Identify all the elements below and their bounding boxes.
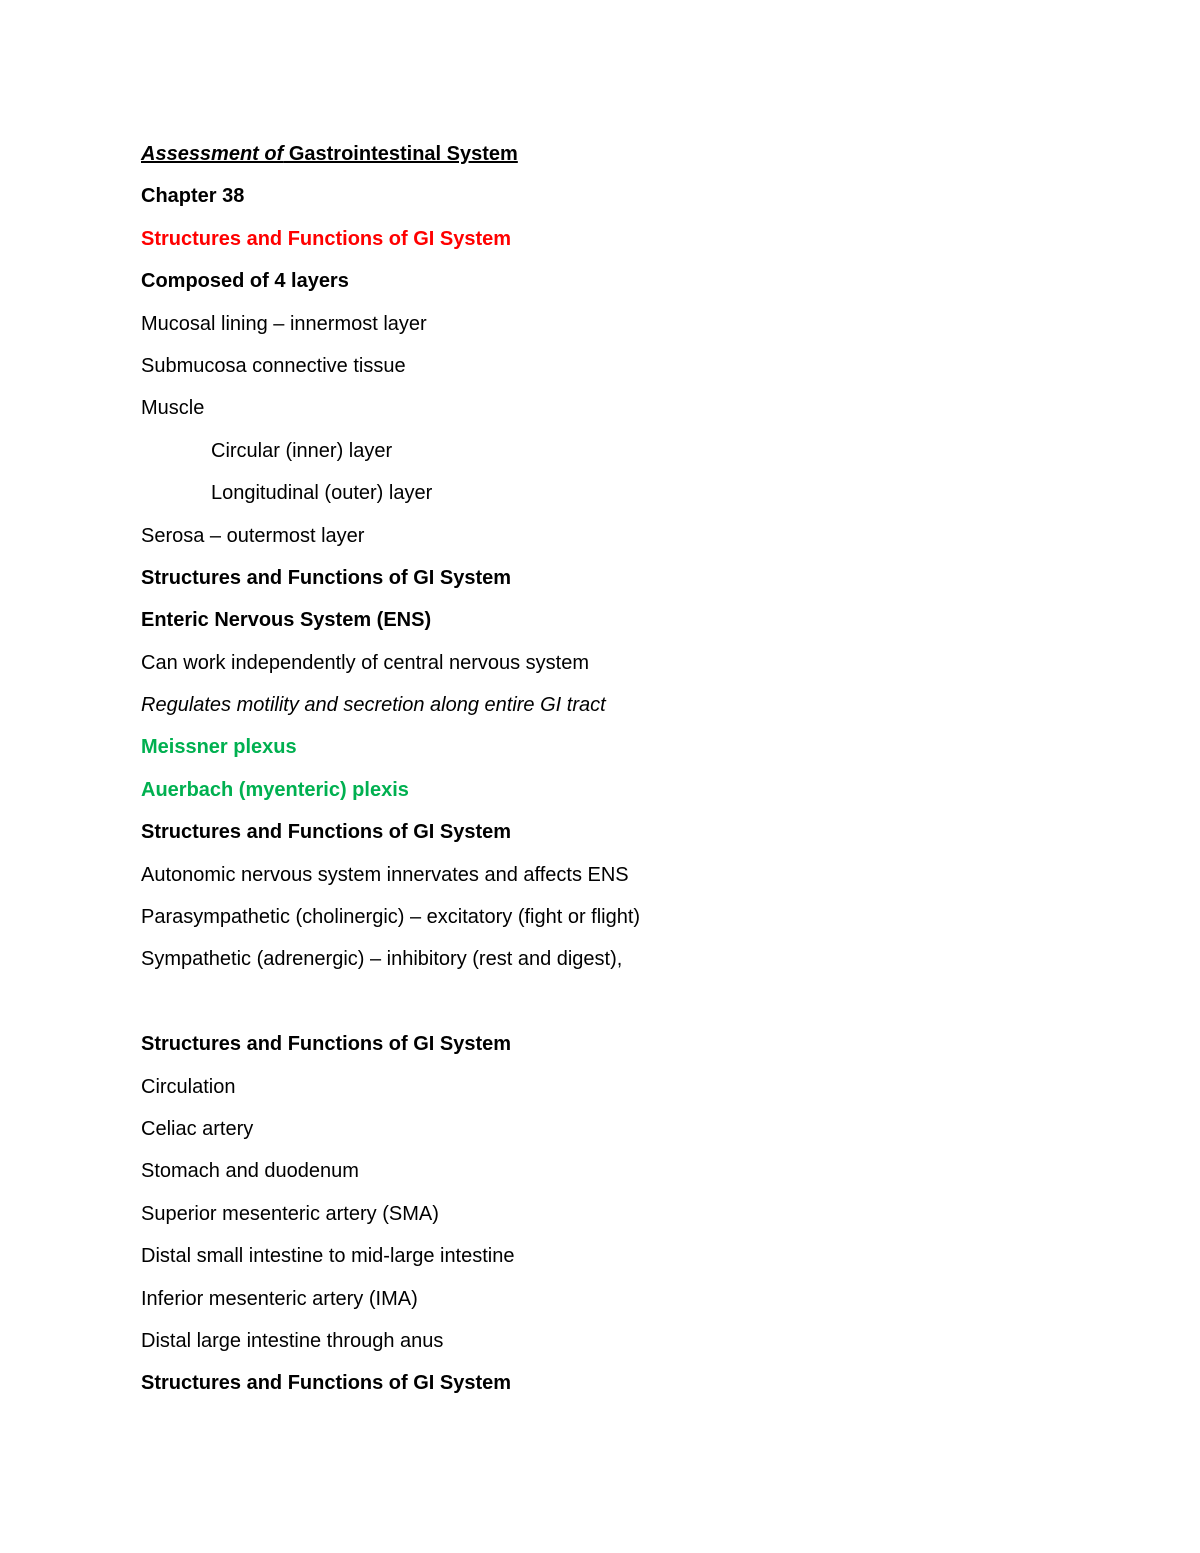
heading-line: Structures and Functions of GI System bbox=[141, 566, 512, 589]
text-line: Serosa – outermost layer bbox=[141, 524, 365, 547]
text-line: Longitudinal (outer) layer bbox=[211, 482, 433, 505]
heading-line: Auerbach (myenteric) plexis bbox=[141, 778, 409, 801]
text-line: Circulation bbox=[141, 1075, 236, 1098]
heading-line: Composed of 4 layers bbox=[141, 270, 349, 293]
title-italic-part: Assessment of bbox=[141, 143, 284, 165]
text-line: Mucosal lining – innermost layer bbox=[141, 312, 427, 335]
heading-line: Chapter 38 bbox=[141, 185, 245, 208]
heading-line: Enteric Nervous System (ENS) bbox=[141, 609, 432, 632]
text-line: Sympathetic (adrenergic) – inhibitory (rest and digest), bbox=[141, 948, 623, 971]
heading-line: Structures and Functions of GI System bbox=[141, 821, 512, 844]
document-lines bbox=[141, 182, 1061, 1411]
heading-line: Structures and Functions of GI System bbox=[141, 1372, 512, 1395]
document-body bbox=[141, 140, 1061, 1412]
text-line: Celiac artery bbox=[141, 1117, 254, 1140]
text-line: Can work independently of central nervous system bbox=[141, 651, 590, 674]
text-line bbox=[141, 988, 1061, 1030]
text-line: Distal large intestine through anus bbox=[141, 1329, 444, 1352]
document-title bbox=[141, 140, 1061, 182]
text-line: Parasympathetic (cholinergic) – excitatory (fight or flight) bbox=[141, 906, 641, 929]
text-line: Autonomic nervous system innervates and affects ENS bbox=[141, 863, 629, 886]
heading-line: Meissner plexus bbox=[141, 736, 297, 759]
text-line: Muscle bbox=[141, 397, 205, 420]
text-line: Stomach and duodenum bbox=[141, 1160, 359, 1183]
text-line: Inferior mesenteric artery (IMA) bbox=[141, 1287, 418, 1310]
text-line: Submucosa connective tissue bbox=[141, 354, 406, 377]
text-line: Circular (inner) layer bbox=[211, 439, 393, 462]
heading-line: Structures and Functions of GI System bbox=[141, 227, 512, 250]
text-line: Distal small intestine to mid-large intestine bbox=[141, 1245, 515, 1268]
text-line: Superior mesenteric artery (SMA) bbox=[141, 1202, 439, 1225]
text-line: Regulates motility and secretion along entire GI tract bbox=[141, 694, 606, 717]
heading-line: Structures and Functions of GI System bbox=[141, 1033, 512, 1056]
title-rest: Gastrointestinal System bbox=[283, 143, 518, 165]
